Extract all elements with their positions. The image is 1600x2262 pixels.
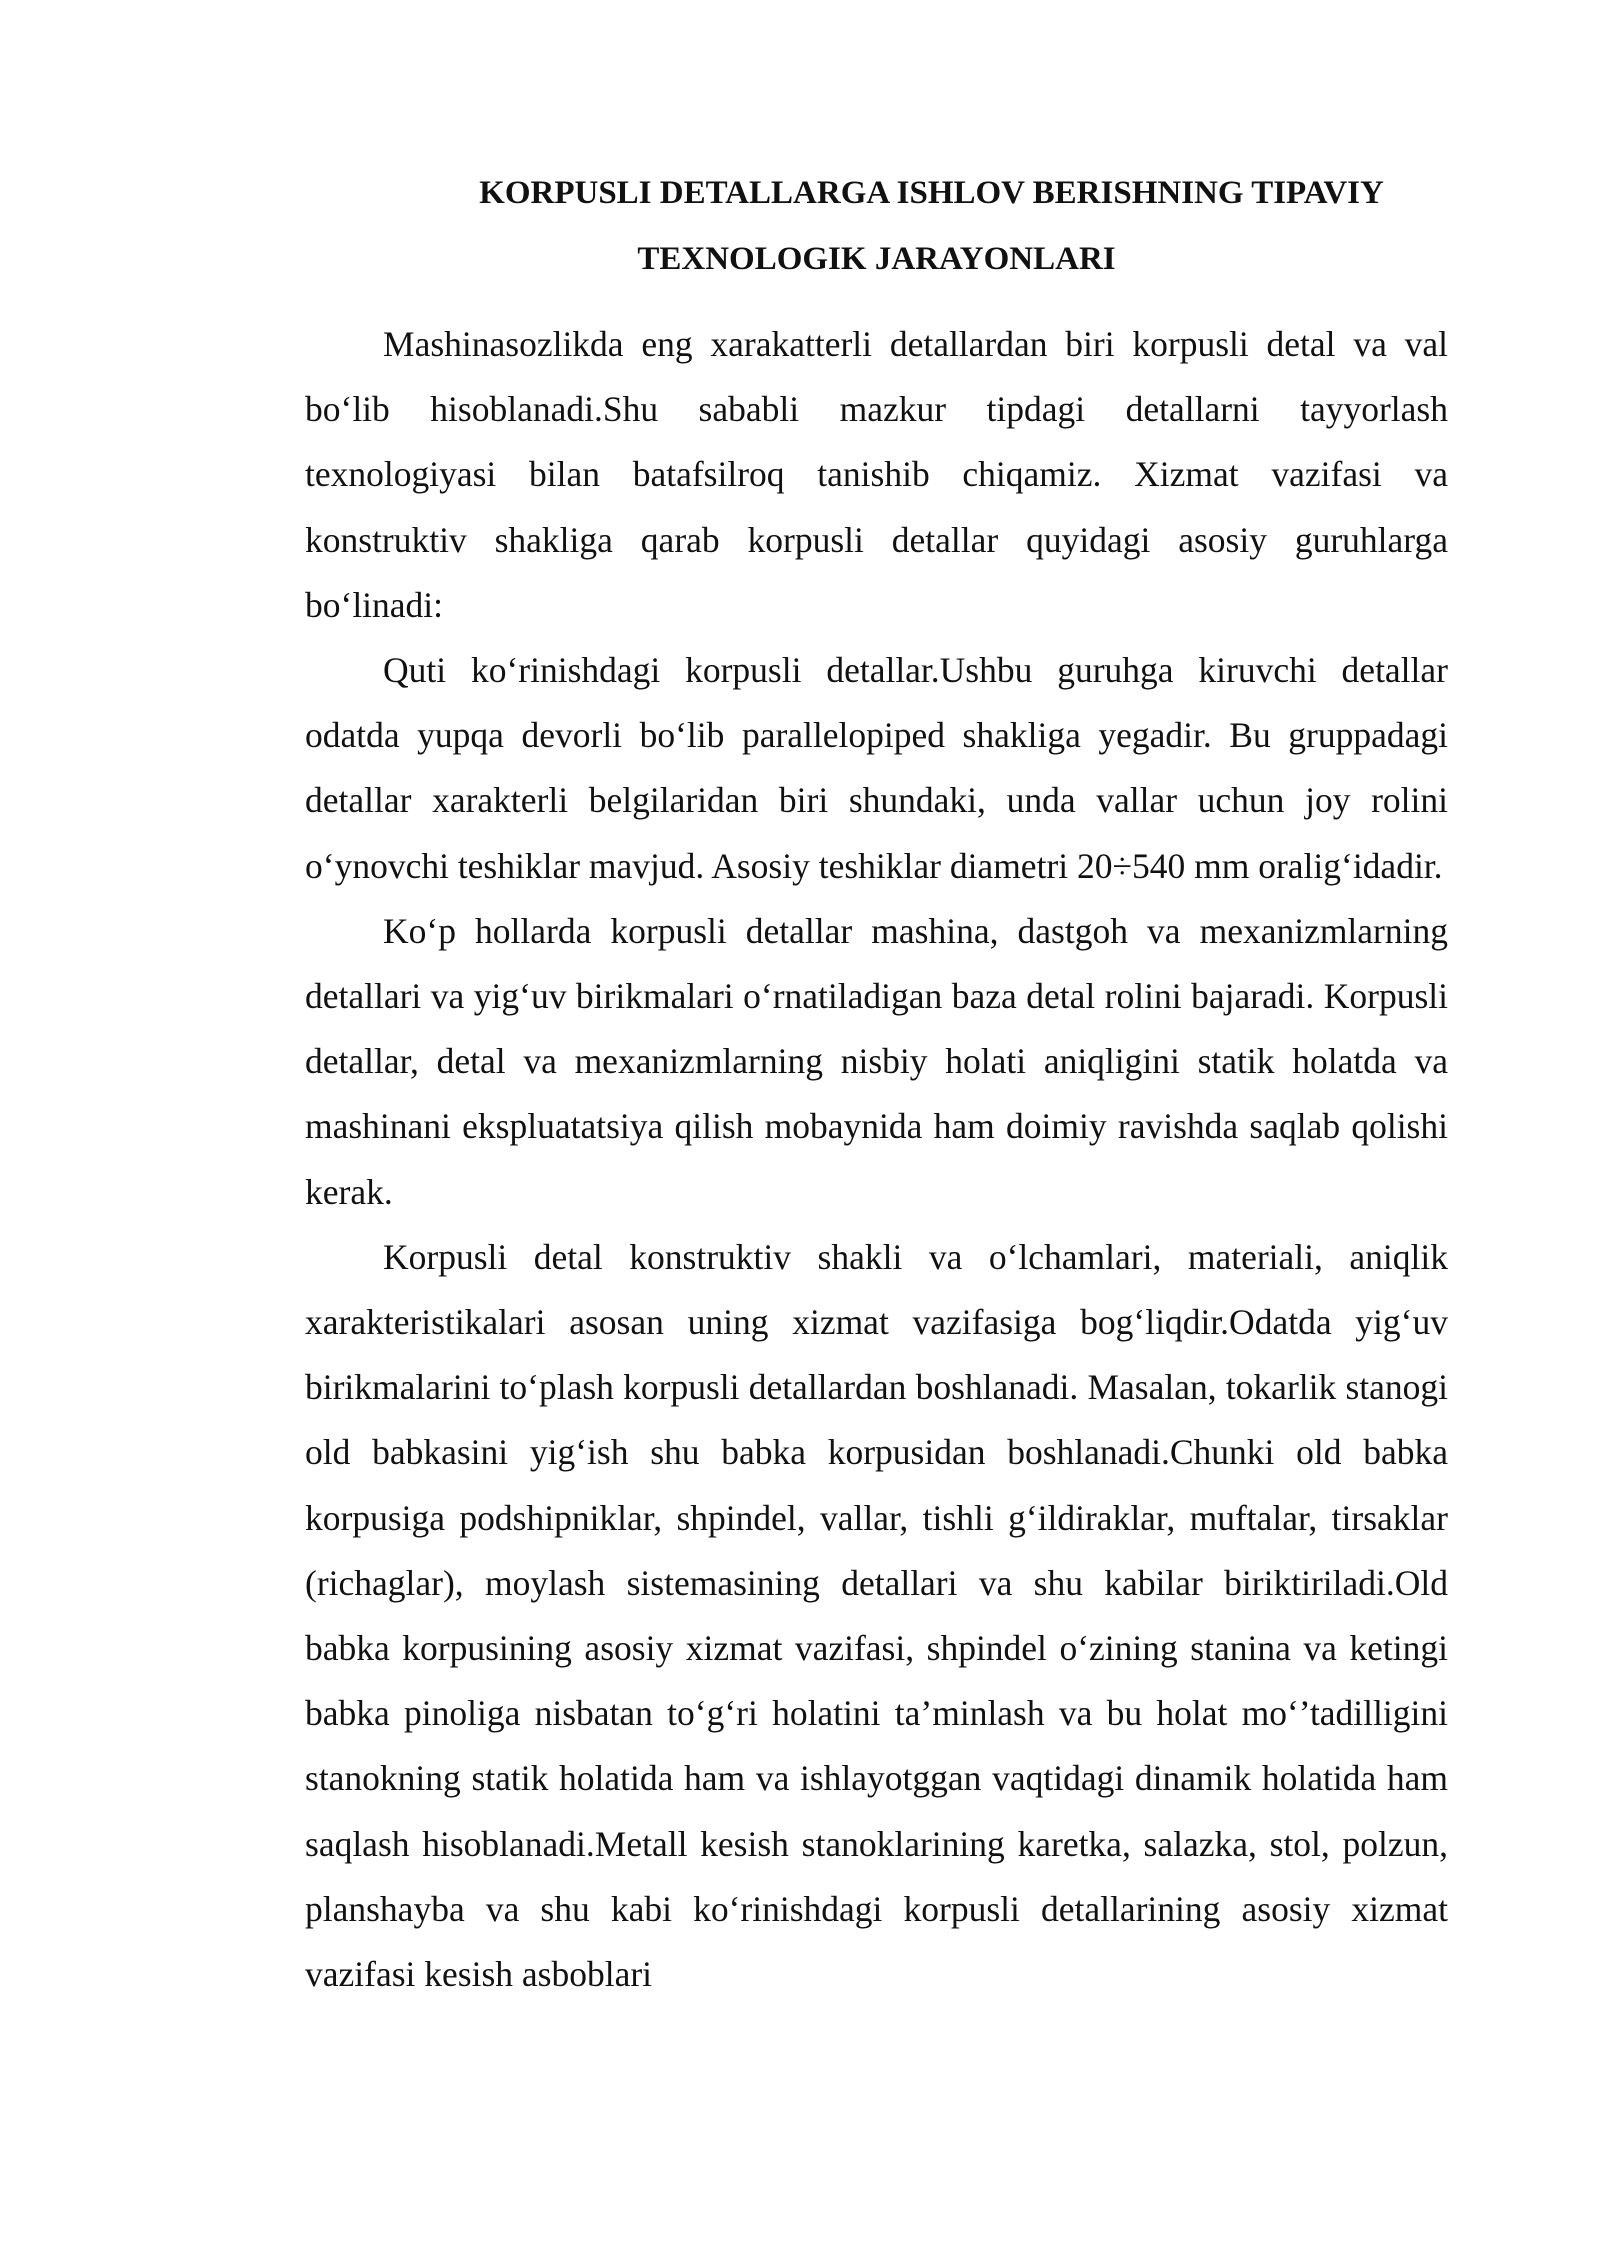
document-title <box>305 160 1448 292</box>
document-body <box>305 160 1448 2007</box>
title-line-2: TEXNOLOGIK JARAYONLARI <box>637 241 1116 277</box>
paragraph-4: Korpusli detal konstruktiv shakli va o‘lchamlari, materiali, aniqlik xarakteristikalari asosan uning xizmat vazifasiga bog‘liqdir.Odatda yig‘uv birikmalarini to‘plash korpusli detallardan boshlanadi. Masalan, tokarlik stanogi old babkasini yig‘ish shu babka korpusidan boshlanadi.Chunki old babka korpusiga podshipniklar, shpindel, vallar, tishli g‘ildiraklar, muftalar, tirsaklar (richaglar), moylash sistemasining detallari va shu kabilar biriktiriladi.Old babka korpusining asosiy xizmat vazifasi, shpindel o‘zining stanina va ketingi babka pinoliga nisbatan to‘g‘ri holatini ta’minlash va bu holat mo‘’tadilligini stanokning statik holatida ham va ishlayotggan vaqtidagi dinamik holatida ham saqlash hisoblanadi.Metall kesish stanoklarining karetka, salazka, stol, polzun, planshayba va shu kabi ko‘rinishdagi korpusli detallarining asosiy xizmat vazifasi kesish asboblari <box>305 1236 1448 1995</box>
paragraph-2: Quti ko‘rinishdagi korpusli detallar.Ushbu guruhga kiruvchi detallar odatda yupqa devorli bo‘lib parallelopiped shakliga yegadir. Bu gruppadagi detallar xarakterli belgilaridan biri shundaki, unda vallar uchun joy rolini o‘ynovchi teshiklar mavjud. Asosiy teshiklar diametri 20÷540 mm oralig‘idadir. <box>305 650 1448 886</box>
paragraph-1: Mashinasozlikda eng xarakatterli detallardan biri korpusli detal va val bo‘lib hisoblanadi.Shu sababli mazkur tipdagi detallarni tayyorlash texnologiyasi bilan batafsilroq tanishib chiqamiz. Xizmat vazifasi va konstruktiv shakliga qarab korpusli detallar quyidagi asosiy guruhlarga bo‘linadi: <box>305 324 1448 625</box>
title-line-1: KORPUSLI DETALLARGA ISHLOV BERISHNING TIPAVIY <box>479 175 1384 211</box>
paragraph-3: Ko‘p hollarda korpusli detallar mashina, dastgoh va mexanizmlarning detallari va yig‘uv birikmalari o‘rnatiladigan baza detal rolini bajaradi. Korpusli detallar, detal va mexanizmlarning nisbiy holati aniqligini statik holatda va mashinani ekspluatatsiya qilish mobaynida ham doimiy ravishda saqlab qolishi kerak. <box>305 910 1448 1212</box>
